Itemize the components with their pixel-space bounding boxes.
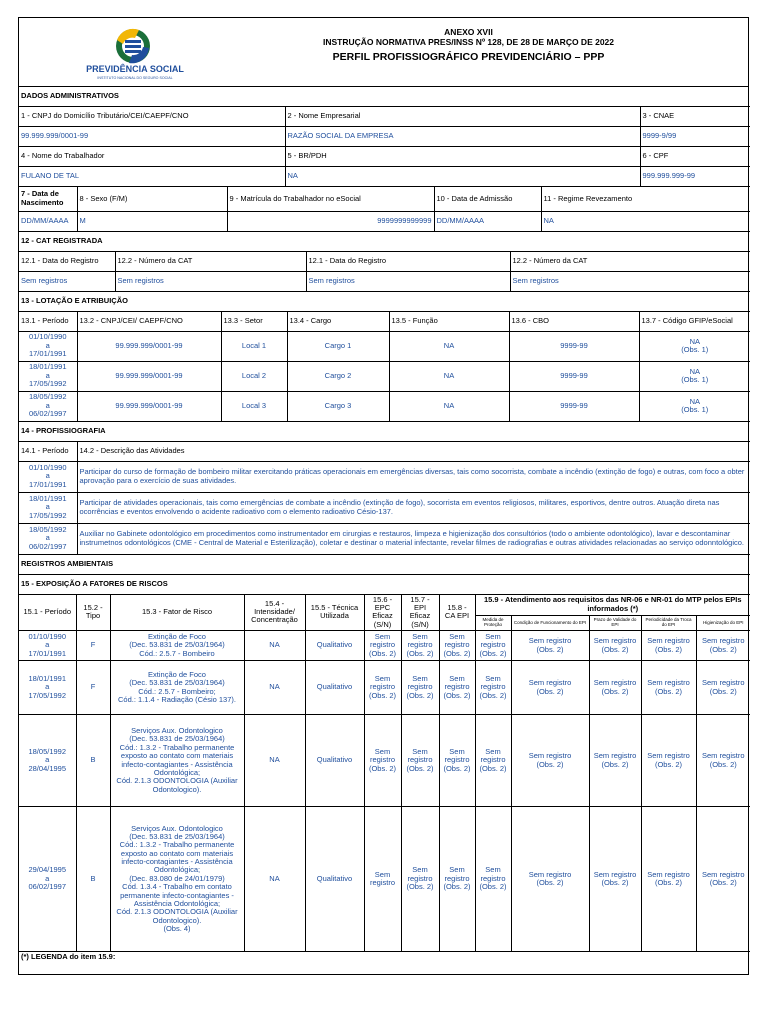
risk-ca: Sem registro (Obs. 2) [439,715,475,807]
admin-section-title: DADOS ADMINISTRATIVOS [19,87,750,107]
risk-subheader: Condição de Funcionamento do EPI [511,615,589,630]
risk-epc: Sem registro [364,807,401,952]
period-end: 17/01/1991 [28,648,67,658]
risk-hygiene: Sem registro (Obs. 2) [696,661,750,715]
period-start: 18/05/1992 [28,392,67,402]
risk-header-nr: 15.9 - Atendimento aos requisitos das NR-06 e NR-01 do MTP pelos EPIs informados (*) [475,594,750,615]
risk-factor: Serviços Aux. Odontologico (Dec. 53.831 de 25/03/1964) Cód.: 1.3.2 - Trabalho permanente exposto ao contato com materiais infecto-contagiantes - Assistência Odontológica; (Dec. 83.080 de 24/01/1979) Cód. 1.3.4 - Trabalho em contato permanente infecto-contagiantes - Assistência Odontológica; Cód. 2.1.3 ODONTOLOGIA (Auxiliar Odontologico). (Obs. 4) [110,807,244,952]
period-start: 18/01/1991 [28,493,67,503]
cargo-cell: Cargo 2 [287,361,389,391]
period-end: 17/05/1992 [28,690,67,700]
shift-regime-label: 11 - Regime Revezamento [541,187,750,211]
period-end: 06/02/1997 [28,541,67,551]
risk-intensity: NA [244,807,305,952]
period-sep: a [45,400,50,410]
lotacao-table [19,292,750,422]
esocial-matricula-label: 9 - Matrícula do Trabalhador no eSocial [227,187,434,211]
risk-exchange: Sem registro (Obs. 2) [641,631,696,661]
risk-technique: Qualitativo [305,715,364,807]
table-row [19,807,750,952]
form-title: PERFIL PROFISSIOGRÁFICO PREVIDENCIÁRIO – PPP [332,51,605,63]
logo-text: PREVIDÊNCIA SOCIAL [86,64,184,74]
birth-date-label: 7 - Data de Nascimento [19,187,77,211]
cat-table [19,232,750,292]
table-row [19,461,750,492]
risk-epc: Sem registro (Obs. 2) [364,715,401,807]
period-end: 17/05/1992 [28,510,67,520]
period-start: 01/10/1990 [28,631,67,641]
lotacao-header: 13.4 - Cargo [287,311,389,331]
cat-date-label-2: 12.1 - Data do Registro [306,251,510,271]
risk-ca: Sem registro (Obs. 2) [439,807,475,952]
worker-name-label: 4 - Nome do Trabalhador [19,147,285,167]
period-sep: a [45,682,50,692]
cnpj-cell: 99.999.999/0001-99 [77,391,221,421]
risk-type: B [76,715,110,807]
cat-date-value-1: Sem registros [19,271,115,291]
risk-condition: Sem registro (Obs. 2) [511,661,589,715]
activity-description: Auxiliar no Gabinete odontológico em procedimentos como instrumentador em cirurgias e restauros, limpeza e higienização dos consultórios (todo o ambiente odontológico), lavar e descontaminar instrumetnos odontológicos (CME - Central de Material e Esterilização), coletar e destinar o material infectante, revelar filmes de radiografias e outras atividades relacionadas ao serviço odonntológico. [77,523,750,554]
risk-intensity: NA [244,715,305,807]
cat-number-value-2: Sem registros [510,271,750,291]
br-pdh-value: NA [285,167,640,187]
gfip-cell: NA [689,366,700,376]
cat-number-value-1: Sem registros [115,271,306,291]
risk-type: F [76,661,110,715]
risk-exchange: Sem registro (Obs. 2) [641,715,696,807]
admission-date-label: 10 - Data de Admissão [434,187,541,211]
cnpj-cell: 99.999.999/0001-99 [77,361,221,391]
table-row [19,661,750,715]
profissiografia-section-title: 14 - PROFISSIOGRAFIA [19,422,750,442]
cnpj-cell: 99.999.999/0001-99 [77,331,221,361]
risk-epi: Sem registro (Obs. 2) [401,661,439,715]
period-end: 17/01/1991 [28,479,67,489]
risk-validity: Sem registro (Obs. 2) [589,631,641,661]
obs-note: (Obs. 1) [681,405,709,414]
risk-subheader: Prazo de Validade do EPI [589,615,641,630]
risk-epc: Sem registro (Obs. 2) [364,661,401,715]
risk-epi: Sem registro (Obs. 2) [401,807,439,952]
sex-label: 8 - Sexo (F/M) [77,187,227,211]
setor-cell: Local 3 [221,391,287,421]
period-start: 18/01/1991 [28,362,67,372]
lotacao-header: 13.2 - CNPJ/CEI/ CAEPF/CNO [77,311,221,331]
lotacao-header: 13.3 - Setor [221,311,287,331]
risk-subheader: Periodicidade da Troca do EPI [641,615,696,630]
cnae-value: 9999-9/99 [640,127,750,147]
risk-exchange: Sem registro (Obs. 2) [641,807,696,952]
cnpj-label: 1 - CNPJ do Domicílio Tributário/CEI/CAEPF/CNO [19,107,285,127]
br-pdh-label: 5 - BR/PDH [285,147,640,167]
risk-condition: Sem registro (Obs. 2) [511,715,589,807]
annex-title: ANEXO XVII [444,27,493,37]
period-end: 17/01/1991 [28,349,67,359]
lotacao-header: 13.1 - Período [19,311,77,331]
cpf-value: 999.999.999-99 [640,167,750,187]
period-end: 17/05/1992 [28,379,67,389]
period-sep: a [45,502,50,512]
risk-condition: Sem registro (Obs. 2) [511,807,589,952]
period-start: 18/01/1991 [28,673,67,683]
admin-table-2 [19,187,750,232]
period-sep: a [45,755,50,765]
risk-intensity: NA [244,661,305,715]
table-row [19,391,750,421]
cpf-label: 6 - CPF [640,147,750,167]
registros-title: REGISTROS AMBIENTAIS [19,555,750,575]
risk-factor: Serviços Aux. Odontologico (Dec. 53.831 de 25/03/1964) Cód.: 1.3.2 - Trabalho permanente exposto ao contato com materiais infecto-contagiantes - Assistência Odontológica; Cód. 2.1.3 ODONTOLOGIA (Auxiliar Odontologico). [110,715,244,807]
sex-value: M [77,211,227,231]
risk-validity: Sem registro (Obs. 2) [589,661,641,715]
period-start: 01/10/1990 [28,462,67,472]
activity-description: Participar do curso de formação de bombeiro militar exercitando práticas operacionais em emergências diversas, tais como socorrista, combate a incêndio (extinção de fogo) e outras, com foco a obter aprovação para o exercício de suas atividades. [77,461,750,492]
table-row [19,331,750,361]
funcao-cell: NA [389,391,509,421]
risk-header-intensity: 15.4 - Intensidade/ Concentração [244,594,305,631]
worker-name-value: FULANO DE TAL [19,167,285,187]
risk-ca: Sem registro (Obs. 2) [439,661,475,715]
risk-technique: Qualitativo [305,631,364,661]
risk-header-period: 15.1 - Período [19,594,76,631]
cat-number-label-1: 12.2 - Número da CAT [115,251,306,271]
risk-protection: Sem registro (Obs. 2) [475,631,511,661]
riscos-section-title: 15 - EXPOSIÇÃO A FATORES DE RISCOS [19,574,750,594]
risk-epc: Sem registro (Obs. 2) [364,631,401,661]
riscos-table [19,555,750,974]
activity-description: Participar de atividades operacionais, tais como emergências de combate a incêndio (extinção de fogo), socorrista em eventos religiosos, militares, esportivos, dentre outros. Atuação direta nas ocorrências e eventos envolvendo o acidente radioativo com o elemento radioativo Césio-137. [77,492,750,523]
previdencia-social-logo [77,26,197,82]
cat-number-label-2: 12.2 - Número da CAT [510,251,750,271]
legend-title: (*) LEGENDA do item 15.9: [19,952,750,974]
risk-hygiene: Sem registro (Obs. 2) [696,715,750,807]
risk-factor: Extinção de Foco (Dec. 53.831 de 25/03/1964) Cód.: 2.5.7 - Bombeiro [110,631,244,661]
risk-protection: Sem registro (Obs. 2) [475,807,511,952]
ppp-form [18,17,749,975]
table-row [19,492,750,523]
risk-validity: Sem registro (Obs. 2) [589,715,641,807]
lotacao-header: 13.5 - Função [389,311,509,331]
lotacao-header: 13.7 - Código GFIP/eSocial [639,311,750,331]
admission-date-value: DD/MM/AAAA [434,211,541,231]
risk-type: F [76,631,110,661]
logo-subtext: INSTITUTO NACIONAL DO SEGURO SOCIAL [97,76,173,80]
table-row [19,715,750,807]
cat-date-value-2: Sem registros [306,271,510,291]
birth-date-value: DD/MM/AAAA [19,211,77,231]
prof-header-period: 14.1 - Período [19,441,77,461]
risk-hygiene: Sem registro (Obs. 2) [696,807,750,952]
prof-header-desc: 14.2 - Descrição das Atividades [77,441,750,461]
risk-hygiene: Sem registro (Obs. 2) [696,631,750,661]
period-sep: a [45,471,50,481]
period-start: 29/04/1995 [28,865,67,875]
risk-subheader: Medida de Proteção [475,615,511,630]
risk-header-technique: 15.5 - Técnica Utilizada [305,594,364,631]
risk-technique: Qualitativo [305,661,364,715]
risk-condition: Sem registro (Obs. 2) [511,631,589,661]
cargo-cell: Cargo 1 [287,331,389,361]
period-sep: a [45,533,50,543]
admin-table [19,87,750,187]
setor-cell: Local 1 [221,331,287,361]
company-name-label: 2 - Nome Empresarial [285,107,640,127]
risk-epi: Sem registro (Obs. 2) [401,631,439,661]
period-sep: a [45,640,50,650]
risk-subheader: Higienização do EPI [696,615,750,630]
risk-type: B [76,807,110,952]
funcao-cell: NA [389,331,509,361]
cat-date-label-1: 12.1 - Data do Registro [19,251,115,271]
risk-protection: Sem registro (Obs. 2) [475,661,511,715]
obs-note: (Obs. 1) [681,375,709,384]
funcao-cell: NA [389,361,509,391]
risk-validity: Sem registro (Obs. 2) [589,807,641,952]
cbo-cell: 9999-99 [509,361,639,391]
gfip-cell: NA [689,336,700,346]
period-end: 06/02/1997 [28,409,67,419]
table-row [19,361,750,391]
risk-header-type: 15.2 - Tipo [76,594,110,631]
risk-ca: Sem registro (Obs. 2) [439,631,475,661]
period-start: 18/05/1992 [28,746,67,756]
table-row [19,523,750,554]
risk-factor: Extinção de Foco (Dec. 53.831 de 25/03/1964) Cód.: 2.5.7 - Bombeiro; Cód.: 1.1.4 - Radiação (Césio 137). [110,661,244,715]
cbo-cell: 9999-99 [509,391,639,421]
period-sep: a [45,340,50,350]
table-row [19,631,750,661]
cargo-cell: Cargo 3 [287,391,389,421]
gfip-cell: NA [689,396,700,406]
obs-note: (Obs. 1) [681,345,709,354]
period-sep: a [45,873,50,883]
risk-exchange: Sem registro (Obs. 2) [641,661,696,715]
period-start: 01/10/1990 [28,332,67,342]
form-header [19,18,748,87]
risk-header-ca: 15.8 - CA EPI [439,594,475,631]
risk-header-epi: 15.7 - EPI Eficaz (S/N) [401,594,439,631]
cnpj-value: 99.999.999/0001-99 [19,127,285,147]
profissiografia-table [19,422,750,555]
period-end: 28/04/1995 [28,763,67,773]
cbo-cell: 9999-99 [509,331,639,361]
setor-cell: Local 2 [221,361,287,391]
cnae-label: 3 - CNAE [640,107,750,127]
lotacao-header: 13.6 - CBO [509,311,639,331]
period-end: 06/02/1997 [28,882,67,892]
cat-section-title: 12 - CAT REGISTRADA [19,232,750,252]
esocial-matricula-value: 9999999999999 [227,211,434,231]
shift-regime-value: NA [541,211,750,231]
norm-title: INSTRUÇÃO NORMATIVA PRES/INSS Nº 128, DE 28 DE MARÇO DE 2022 [322,37,615,47]
risk-epi: Sem registro (Obs. 2) [401,715,439,807]
company-name-value: RAZÃO SOCIAL DA EMPRESA [285,127,640,147]
lotacao-section-title: 13 - LOTAÇÃO E ATRIBUIÇÃO [19,292,750,312]
risk-protection: Sem registro (Obs. 2) [475,715,511,807]
period-start: 18/05/1992 [28,524,67,534]
risk-header-epc: 15.6 - EPC Eficaz (S/N) [364,594,401,631]
risk-header-factor: 15.3 - Fator de Risco [110,594,244,631]
risk-technique: Qualitativo [305,807,364,952]
period-sep: a [45,370,50,380]
risk-intensity: NA [244,631,305,661]
